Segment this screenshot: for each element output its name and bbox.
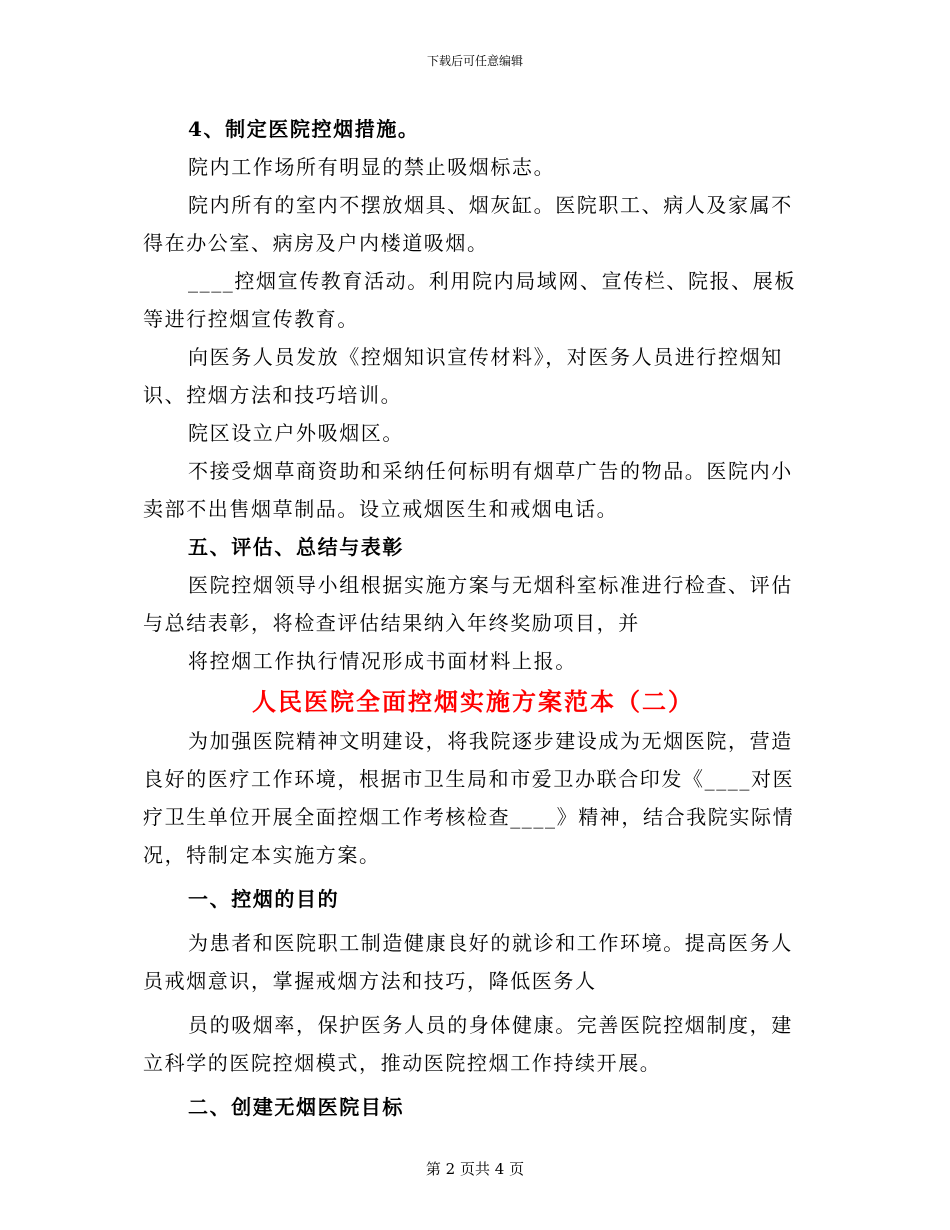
paragraph: 员的吸烟率，保护医务人员的身体健康。完善医院控烟制度，建立科学的医院控烟模式，推动医院控烟工作持续开展。 (143, 1013, 793, 1075)
paragraph: 院内工作场所有明显的禁止吸烟标志。 (188, 155, 556, 179)
paragraph: ____控烟宣传教育活动。利用院内局域网、宣传栏、院报、展板等进行控烟宣传教育。 (143, 269, 796, 331)
section-heading-4: 4、制定医院控烟措施。 (188, 117, 420, 141)
page-header: 下载后可任意编辑 (426, 54, 523, 68)
paragraph: 院内所有的室内不摆放烟具、烟灰缸。医院职工、病人及家属不得在办公室、病房及户内楼道吸烟。 (143, 193, 793, 255)
paragraph: 医院控烟领导小组根据实施方案与无烟科室标准进行检查、评估与总结表彰，将检查评估结果纳入年终奖励项目，并 (143, 573, 793, 635)
paragraph: 为患者和医院职工制造健康良好的就诊和工作环境。提高医务人员戒烟意识，掌握戒烟方法和技巧，降低医务人 (143, 931, 793, 993)
paragraph: 将控烟工作执行情况形成书面材料上报。 (188, 649, 577, 673)
section-heading-2: 二、创建无烟医院目标 (188, 1095, 404, 1119)
section-heading-5: 五、评估、总结与表彰 (188, 535, 404, 559)
paragraph: 不接受烟草商资助和采纳任何标明有烟草广告的物品。医院内小卖部不出售烟草制品。设立戒烟医生和戒烟电话。 (143, 459, 793, 521)
paragraph: 向医务人员发放《控烟知识宣传材料》，对医务人员进行控烟知识、控烟方法和技巧培训。 (143, 345, 783, 407)
document-body (143, 110, 803, 1126)
section-heading-1: 一、控烟的目的 (188, 887, 340, 911)
document-title: 人民医院全面控烟实施方案范本（二） (252, 687, 694, 716)
paragraph: 院区设立户外吸烟区。 (188, 421, 404, 445)
page-number-footer: 第 2 页共 4 页 (425, 1160, 525, 1178)
paragraph: 为加强医院精神文明建设，将我院逐步建设成为无烟医院，营造良好的医疗工作环境，根据市卫生局和市爱卫办联合印发《____对医疗卫生单位开展全面控烟工作考核检查____》精神，结合我院实际情况，特制定本实施方案。 (143, 729, 795, 867)
